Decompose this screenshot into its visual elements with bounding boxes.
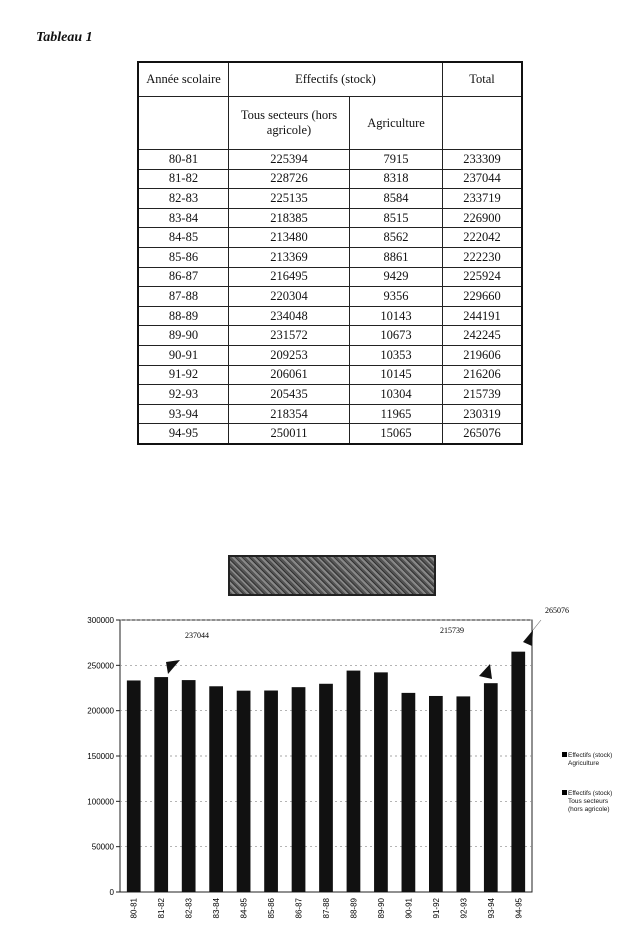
bar-total bbox=[456, 696, 470, 892]
table-cell: 226900 bbox=[443, 208, 523, 228]
bar-total bbox=[127, 680, 141, 892]
table-cell: 244191 bbox=[443, 306, 523, 326]
bar-total bbox=[319, 684, 333, 892]
bar-total bbox=[209, 686, 223, 892]
y-tick-label: 100000 bbox=[87, 797, 114, 807]
table-cell: 84-85 bbox=[138, 228, 229, 248]
table-cell: 205435 bbox=[229, 385, 350, 405]
table-cell: 86-87 bbox=[138, 267, 229, 287]
table-cell: 209253 bbox=[229, 345, 350, 365]
legend-swatch bbox=[562, 790, 567, 795]
annotation-label: 265076 bbox=[545, 606, 569, 615]
table-cell: 91-92 bbox=[138, 365, 229, 385]
arrow-icon bbox=[479, 664, 492, 679]
x-tick-label: 83-84 bbox=[212, 898, 222, 919]
table-cell: 237044 bbox=[443, 169, 523, 189]
table-cell: 93-94 bbox=[138, 404, 229, 424]
x-tick-label: 89-90 bbox=[376, 898, 386, 919]
table-cell: 90-91 bbox=[138, 345, 229, 365]
y-tick-label: 250000 bbox=[87, 661, 114, 671]
x-tick-label: 80-81 bbox=[129, 898, 139, 919]
bar-total bbox=[182, 680, 196, 892]
table-cell: 213480 bbox=[229, 228, 350, 248]
bar-total bbox=[154, 677, 168, 892]
table-cell: 10673 bbox=[350, 326, 443, 346]
bar-total bbox=[374, 672, 388, 892]
table-cell: 80-81 bbox=[138, 150, 229, 170]
table-cell: 234048 bbox=[229, 306, 350, 326]
table-cell: 215739 bbox=[443, 385, 523, 405]
table-cell: 94-95 bbox=[138, 424, 229, 444]
x-tick-label: 90-91 bbox=[404, 898, 414, 919]
table-cell: 218354 bbox=[229, 404, 350, 424]
table-cell: 8515 bbox=[350, 208, 443, 228]
legend-label: Tous secteurs bbox=[568, 798, 609, 805]
table-cell: 10145 bbox=[350, 365, 443, 385]
table-cell: 213369 bbox=[229, 247, 350, 267]
table-cell: 92-93 bbox=[138, 385, 229, 405]
table-cell: 231572 bbox=[229, 326, 350, 346]
x-tick-label: 94-95 bbox=[514, 898, 524, 919]
table-cell: 82-83 bbox=[138, 189, 229, 209]
x-tick-label: 88-89 bbox=[349, 898, 359, 919]
y-tick-label: 200000 bbox=[87, 706, 114, 716]
bar-total bbox=[511, 652, 525, 892]
table-cell: 8318 bbox=[350, 169, 443, 189]
table-cell: 216495 bbox=[229, 267, 350, 287]
bar-total bbox=[484, 683, 498, 892]
bar-total bbox=[292, 687, 306, 892]
bar-total bbox=[237, 691, 251, 892]
x-tick-label: 87-88 bbox=[322, 898, 331, 919]
table-cell: 89-90 bbox=[138, 326, 229, 346]
arrow-icon bbox=[166, 660, 180, 674]
table-cell: 222230 bbox=[443, 247, 523, 267]
table-cell: 242245 bbox=[443, 326, 523, 346]
table-cell: 220304 bbox=[229, 287, 350, 307]
legend-label: Effectifs (stock) bbox=[568, 752, 613, 759]
header-year: Année scolaire bbox=[138, 62, 229, 97]
table-cell: 206061 bbox=[229, 365, 350, 385]
table-cell: 8584 bbox=[350, 189, 443, 209]
y-tick-label: 150000 bbox=[87, 752, 114, 761]
legend-item-agriculture bbox=[562, 752, 612, 768]
x-tick-label: 91-92 bbox=[431, 898, 441, 919]
table-cell: 81-82 bbox=[138, 169, 229, 189]
table-cell: 9429 bbox=[350, 267, 443, 287]
legend-swatch bbox=[562, 752, 567, 757]
table-cell: 85-86 bbox=[138, 247, 229, 267]
header-total: Total bbox=[443, 62, 523, 97]
table-cell: 88-89 bbox=[138, 306, 229, 326]
table-cell: 7915 bbox=[350, 150, 443, 170]
table-cell: 8861 bbox=[350, 247, 443, 267]
table-title: Tableau 1 bbox=[36, 30, 93, 45]
table-cell: 15065 bbox=[350, 424, 443, 444]
leader-line bbox=[533, 620, 541, 630]
legend-item-tous-secteurs bbox=[562, 790, 612, 814]
table-cell: 216206 bbox=[443, 365, 523, 385]
table-cell: 10353 bbox=[350, 345, 443, 365]
table-cell: 250011 bbox=[229, 424, 350, 444]
table-cell: 225394 bbox=[229, 150, 350, 170]
x-tick-label: 81-82 bbox=[157, 898, 167, 919]
table-cell: 10143 bbox=[350, 306, 443, 326]
table-cell: 233309 bbox=[443, 150, 523, 170]
table-cell: 83-84 bbox=[138, 208, 229, 228]
x-tick-label: 85-86 bbox=[267, 898, 277, 919]
table-cell: 218385 bbox=[229, 208, 350, 228]
table-cell: 225924 bbox=[443, 267, 523, 287]
y-tick-label: 300000 bbox=[87, 616, 114, 625]
header-effectifs: Effectifs (stock) bbox=[229, 62, 443, 97]
x-tick-label: 93-94 bbox=[486, 898, 496, 919]
table-cell: 233719 bbox=[443, 189, 523, 209]
annotation-label: 215739 bbox=[440, 626, 464, 635]
bar-total bbox=[264, 691, 278, 892]
table-cell: 87-88 bbox=[138, 287, 229, 307]
bar-total bbox=[347, 671, 361, 892]
table-cell: 230319 bbox=[443, 404, 523, 424]
table-cell: 228726 bbox=[229, 169, 350, 189]
table-cell: 9356 bbox=[350, 287, 443, 307]
bar-total bbox=[429, 696, 443, 892]
bar-total bbox=[402, 693, 416, 892]
legend-label: (hors agricole) bbox=[568, 806, 610, 813]
x-tick-label: 86-87 bbox=[294, 898, 304, 919]
table-cell: 225135 bbox=[229, 189, 350, 209]
table-cell: 10304 bbox=[350, 385, 443, 405]
subheader-agriculture: Agriculture bbox=[350, 97, 443, 150]
table-cell: 222042 bbox=[443, 228, 523, 248]
y-tick-label: 0 bbox=[109, 888, 114, 897]
legend-label: Effectifs (stock) bbox=[568, 790, 613, 797]
table-cell: 11965 bbox=[350, 404, 443, 424]
y-tick-label: 50000 bbox=[91, 842, 114, 852]
table-cell: 8562 bbox=[350, 228, 443, 248]
table-cell: 265076 bbox=[443, 424, 523, 444]
x-tick-label: 84-85 bbox=[239, 898, 249, 919]
subheader-tous-secteurs: Tous secteurs (hors agricole) bbox=[229, 97, 350, 150]
legend-label: Agriculture bbox=[568, 760, 600, 767]
x-tick-label: 92-93 bbox=[459, 898, 469, 919]
annotation-label: 237044 bbox=[185, 631, 209, 640]
table-cell: 219606 bbox=[443, 345, 523, 365]
x-tick-label: 82-83 bbox=[184, 898, 194, 919]
arrow-icon bbox=[523, 630, 533, 646]
table-cell: 229660 bbox=[443, 287, 523, 307]
